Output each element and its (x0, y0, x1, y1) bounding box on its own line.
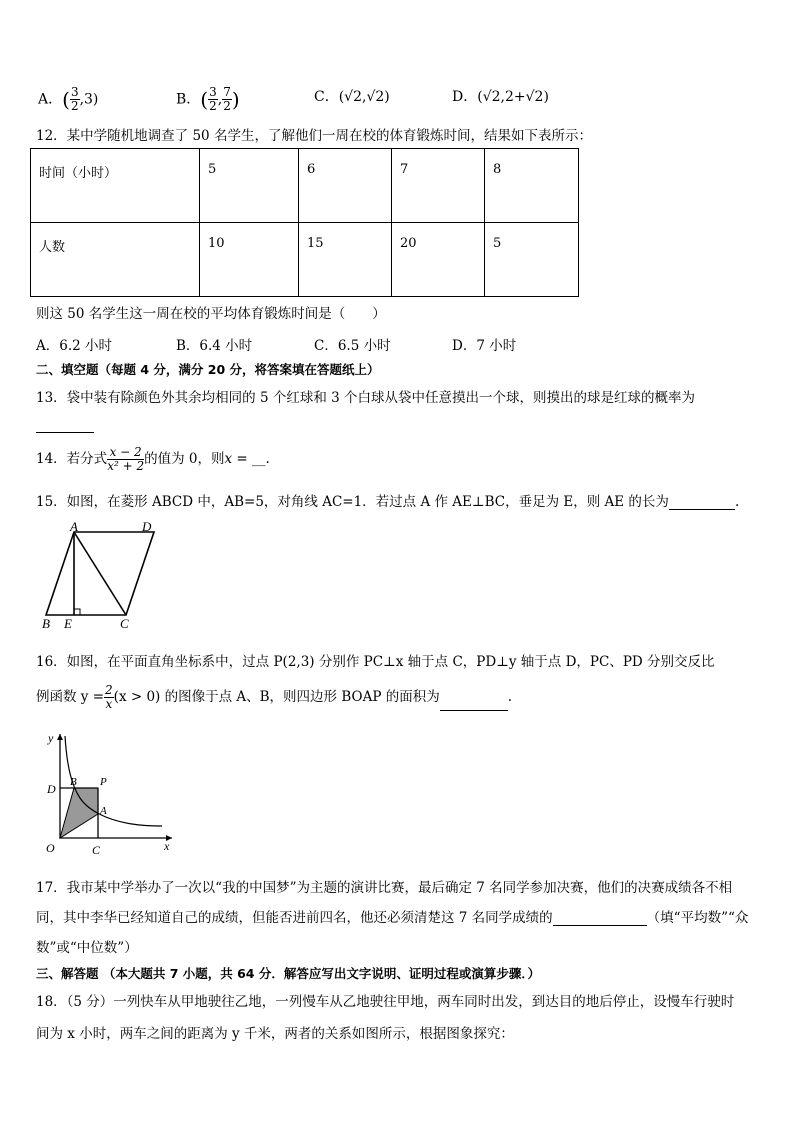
table-row (31, 223, 579, 297)
q18-line1: 18．（5 分）一列快车从甲地驶往乙地，一列慢车从乙地驶往甲地，两车同时出发，到达目的地后停止，设慢车行驶时 (36, 994, 735, 1010)
q11-a-fraction: $\frac{3}{2}$ (70, 85, 79, 113)
table-cell: 5 (485, 223, 579, 297)
q12-stem: 12．某中学随机地调查了 50 名学生，了解他们一周在校的体育锻炼时间，结果如下表所示： (36, 128, 592, 144)
q16-fraction: $\frac{2}{x}$ (105, 683, 113, 711)
label-d: D (142, 522, 152, 534)
label-b: B (42, 616, 50, 631)
q18-line2: 间为 x 小时，两车之间的距离为 y 千米，两者的关系如图所示，根据图象探究： (36, 1026, 514, 1042)
diagonal-ac (74, 532, 126, 615)
table-cell: 6 (299, 149, 392, 223)
table-cell: 5 (200, 149, 299, 223)
table-cell: 15 (299, 223, 392, 297)
q13-text: 13．袋中装有除颜色外其余均相同的 5 个红球和 3 个白球从袋中任意摸出一个球，则摸出的球是红球的概率为 (36, 390, 696, 406)
label-a: A (100, 805, 107, 817)
q12-option-a: A．6.2 小时 (36, 338, 113, 354)
q17-line1: 17．我市某中学举办了一次以“我的中国梦”为主题的演讲比赛，最后确定 7 名同学参加决赛，他们的决赛成绩各不相 (36, 880, 733, 896)
q14-line: 14．若分式 $\frac{x - 2}{\text{x² + 2}}$ 的值为 0，则x = __. (36, 445, 270, 473)
q12-question: 则这 50 名学生这一周在校的平均体育锻炼时间是（ ） (36, 306, 386, 322)
label-d: D (47, 782, 56, 796)
q14-fraction: $\frac{x - 2}{\text{x² + 2}}$ (107, 445, 145, 473)
table-cell: 人数 (31, 223, 200, 297)
label-o: O (46, 841, 55, 855)
right-angle-mark (74, 609, 80, 615)
q11-option-d: D．(√2,2+√2) (452, 89, 549, 105)
section-3-title: 三、解答题 （本大题共 7 小题，共 64 分．解答应写出文字说明、证明过程或演算步骤．） (36, 966, 541, 981)
q13-answer-blank (36, 418, 94, 433)
table-row (31, 149, 579, 223)
q17-line2: 同，其中李华已经知道自己的成绩，但能否进前四名，他还必须清楚这 7 名同学成绩的 （填“平均数”“众 (36, 910, 749, 926)
table-cell: 时间（小时） (31, 149, 200, 223)
q11-option-b: B．( $\frac{3}{2}$ , $\frac{7}{2}$ ) (176, 85, 240, 113)
label-c: C (120, 616, 129, 631)
q16-coordinate-figure (36, 728, 176, 856)
q12-table (30, 148, 579, 297)
q16-line1: 16．如图，在平面直角坐标系中，过点 P(2,3) 分别作 PC⊥x 轴于点 C，PD⊥y 轴于点 D，PC、PD 分别交反比 (36, 654, 715, 670)
table-cell: 10 (200, 223, 299, 297)
q12-option-d: D．7 小时 (452, 338, 517, 354)
q16-answer-blank (440, 710, 508, 711)
q17-answer-blank (553, 925, 647, 926)
y-axis-arrow (57, 734, 63, 740)
q16-line2: 例函数 y = $\frac{2}{x}$ (x > 0) 的图像于点 A、B，则四边形 BOAP 的面积为 . (36, 683, 513, 711)
label-y: y (48, 731, 54, 745)
q17-line3: 数”或“中位数”） (36, 940, 138, 956)
label-e: E (64, 616, 72, 631)
table-cell: 7 (392, 149, 485, 223)
q12-option-c: C．6.5 小时 (314, 338, 391, 354)
q11-option-c: C．(√2,√2) (314, 89, 390, 105)
table-cell: 20 (392, 223, 485, 297)
label-a: A (70, 522, 78, 534)
label-p: P (100, 776, 107, 788)
label-c: C (92, 843, 101, 856)
q11-option-a: A．( $\frac{3}{2}$ ,3) (38, 85, 99, 113)
label-b: B (70, 776, 77, 788)
q15-rhombus-figure (36, 522, 166, 632)
label-x: x (164, 839, 170, 853)
q15-answer-blank (669, 509, 735, 510)
table-cell: 8 (485, 149, 579, 223)
q15-line: 15．如图，在菱形 ABCD 中，AB=5，对角线 AC=1．若过点 A 作 AE⊥BC，垂足为 E，则 AE 的长为 . (36, 494, 740, 510)
q12-option-b: B．6.4 小时 (176, 338, 253, 354)
section-2-title: 二、填空题（每题 4 分，满分 20 分，将答案填在答题纸上） (36, 362, 380, 377)
